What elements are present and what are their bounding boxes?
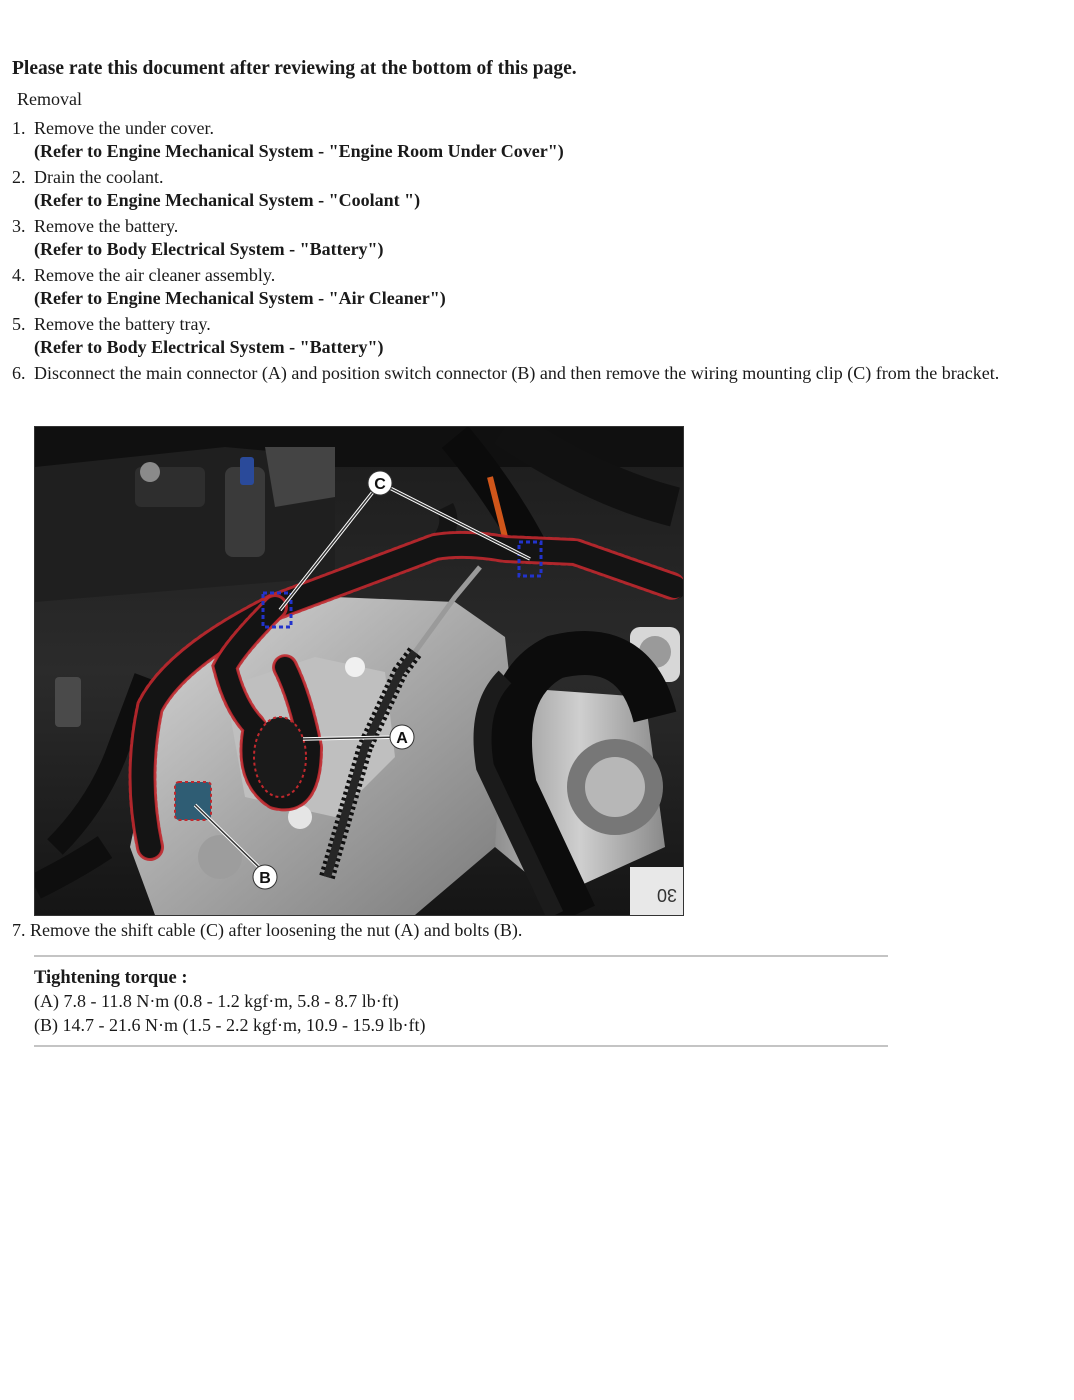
torque-spec-line-b: (B) 14.7 - 21.6 N·m (1.5 - 2.2 kgf·m, 10.9 - 15.9 lb·ft) — [34, 1015, 426, 1035]
rating-notice: Please rate this document after reviewing at the bottom of this page. — [12, 58, 577, 79]
step-text: Remove the battery tray. — [34, 314, 211, 334]
step-reference-link[interactable]: (Refer to Body Electrical System - "Battery") — [34, 337, 384, 357]
step-number: 5. — [12, 314, 26, 334]
torque-note-title: Tightening torque : — [34, 968, 188, 988]
step-number: 3. — [12, 216, 26, 236]
engine-bay-photo — [34, 426, 684, 916]
procedure-step-2 — [12, 166, 1052, 212]
callout-label-b: B — [259, 870, 271, 887]
step-text: Disconnect the main connector (A) and position switch connector (B) and then remove the wiring mounting clip (C) from the bracket. — [34, 363, 1000, 383]
step-number: 7. — [12, 920, 26, 940]
procedure-step-5 — [12, 313, 1052, 359]
step-text: Remove the under cover. — [34, 118, 214, 138]
step-number: 4. — [12, 265, 26, 285]
torque-spec-line-a: (A) 7.8 - 11.8 N·m (0.8 - 1.2 kgf·m, 5.8 - 8.7 lb·ft) — [34, 991, 399, 1011]
step-text: Remove the shift cable (C) after loosening the nut (A) and bolts (B). — [30, 920, 523, 940]
step-reference-link[interactable]: (Refer to Body Electrical System - "Battery") — [34, 239, 384, 259]
step-text: Remove the battery. — [34, 216, 179, 236]
step-number: 6. — [12, 363, 26, 383]
procedure-steps — [12, 117, 1052, 388]
step-text: Drain the coolant. — [34, 167, 164, 187]
step-number: 2. — [12, 167, 26, 187]
procedure-step-1 — [12, 117, 1052, 163]
step-reference-link[interactable]: (Refer to Engine Mechanical System - "Engine Room Under Cover") — [34, 141, 564, 161]
main-connector — [254, 717, 306, 797]
torque-specification-note — [34, 955, 888, 1047]
callout-b — [253, 865, 277, 889]
callout-label-c: C — [374, 476, 386, 493]
note-bottom-divider — [34, 1045, 888, 1047]
step-text: Remove the air cleaner assembly. — [34, 265, 276, 285]
note-top-divider — [34, 955, 888, 957]
step-reference-link[interactable]: (Refer to Engine Mechanical System - "Air Cleaner") — [34, 288, 446, 308]
procedure-step-4 — [12, 264, 1052, 310]
step-reference-link[interactable]: (Refer to Engine Mechanical System - "Coolant ") — [34, 190, 421, 210]
step-number: 1. — [12, 118, 26, 138]
engine-bay-illustration — [35, 427, 683, 915]
callout-a — [390, 725, 414, 749]
procedure-step-6 — [12, 362, 1052, 385]
callout-label-a: A — [396, 730, 408, 747]
section-heading: Removal — [17, 89, 82, 109]
callout-c — [368, 471, 392, 495]
procedure-step-7 — [12, 920, 522, 941]
procedure-step-3 — [12, 215, 1052, 261]
figure-corner-mark: 30 — [656, 885, 678, 905]
